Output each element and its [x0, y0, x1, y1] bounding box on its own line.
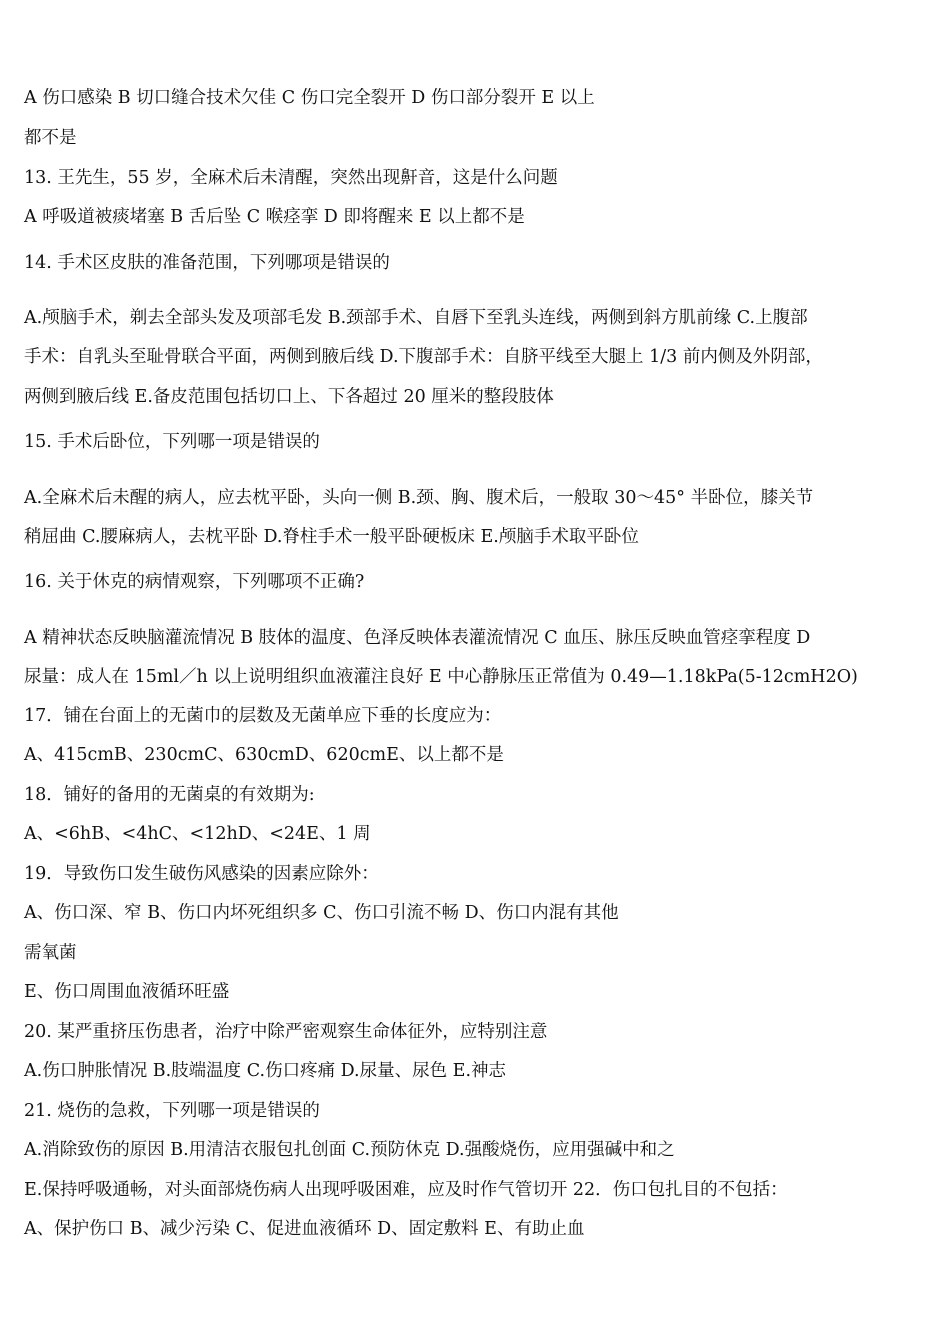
- text-line: A、保护伤口 B、减少污染 C、促进血液循环 D、固定敷料 E、有助止血: [24, 1219, 585, 1239]
- text-line: A 精神状态反映脑灌流情况 B 肢体的温度、色泽反映体表灌流情况 C 血压、脉压反映血管痉挛程度 D: [24, 628, 811, 648]
- text-line: 20. 某严重挤压伤患者，治疗中除严密观察生命体征外，应特别注意: [24, 1022, 548, 1042]
- text-line: A.伤口肿胀情况 B.肢端温度 C.伤口疼痛 D.尿量、尿色 E.神志: [24, 1061, 507, 1081]
- text-line: A 伤口感染 B 切口缝合技术欠佳 C 伤口完全裂开 D 伤口部分裂开 E 以上: [24, 88, 595, 108]
- text-line: 15. 手术后卧位，下列哪一项是错误的: [24, 432, 320, 452]
- text-line: 17．铺在台面上的无菌巾的层数及无菌单应下垂的长度应为：: [24, 706, 502, 726]
- text-line: 18．铺好的备用的无菌桌的有效期为:: [24, 785, 315, 805]
- text-line: E.保持呼吸通畅，对头面部烧伤病人出现呼吸困难，应及时作气管切开 22．伤口包扎目的不包括：: [24, 1180, 788, 1200]
- text-line: A、<6hB、<4hC、<12hD、<24E、1 周: [24, 824, 371, 844]
- text-line: 手术：自乳头至耻骨联合平面，两侧到腋后线 D.下腹部手术：自脐平线至大腿上 1/3 前内侧及外阴部，: [24, 347, 823, 367]
- text-line: A、伤口深、窄 B、伤口内坏死组织多 C、伤口引流不畅 D、伤口内混有其他: [24, 903, 619, 923]
- text-line: 两侧到腋后线 E.备皮范围包括切口上、下各超过 20 厘米的整段肢体: [24, 387, 554, 407]
- text-line: E、伤口周围血液循环旺盛: [24, 982, 230, 1002]
- text-line: A.消除致伤的原因 B.用清洁衣服包扎创面 C.预防休克 D.强酸烧伤，应用强碱中和之: [24, 1140, 675, 1160]
- text-line: 19．导致伤口发生破伤风感染的因素应除外：: [24, 864, 379, 884]
- text-line: A 呼吸道被痰堵塞 B 舌后坠 C 喉痉挛 D 即将醒来 E 以上都不是: [24, 207, 525, 227]
- text-line: 需氧菌: [24, 943, 77, 963]
- text-line: A、415cmB、230cmC、630cmD、620cmE、以上都不是: [24, 745, 504, 765]
- text-line: 14. 手术区皮肤的准备范围，下列哪项是错误的: [24, 253, 390, 273]
- text-line: 16. 关于休克的病情观察，下列哪项不正确?: [24, 572, 365, 592]
- text-line: A.颅脑手术，剃去全部头发及项部毛发 B.颈部手术、自唇下至乳头连线，两侧到斜方肌前缘 C.上腹部: [24, 308, 808, 328]
- text-line: 都不是: [24, 128, 77, 148]
- text-line: A.全麻术后未醒的病人，应去枕平卧，头向一侧 B.颈、胸、腹术后，一般取 30～45° 半卧位，膝关节: [24, 488, 814, 508]
- text-line: 稍屈曲 C.腰麻病人，去枕平卧 D.脊柱手术一般平卧硬板床 E.颅脑手术取平卧位: [24, 527, 639, 547]
- text-line: 13. 王先生，55 岁，全麻术后未清醒，突然出现鼾音，这是什么问题: [24, 168, 558, 188]
- text-line: 21. 烧伤的急救，下列哪一项是错误的: [24, 1101, 320, 1121]
- text-line: 尿量：成人在 15ml／h 以上说明组织血液灌注良好 E 中心静脉压正常值为 0.49—1.18kPa(5-12cmH2O): [24, 667, 858, 687]
